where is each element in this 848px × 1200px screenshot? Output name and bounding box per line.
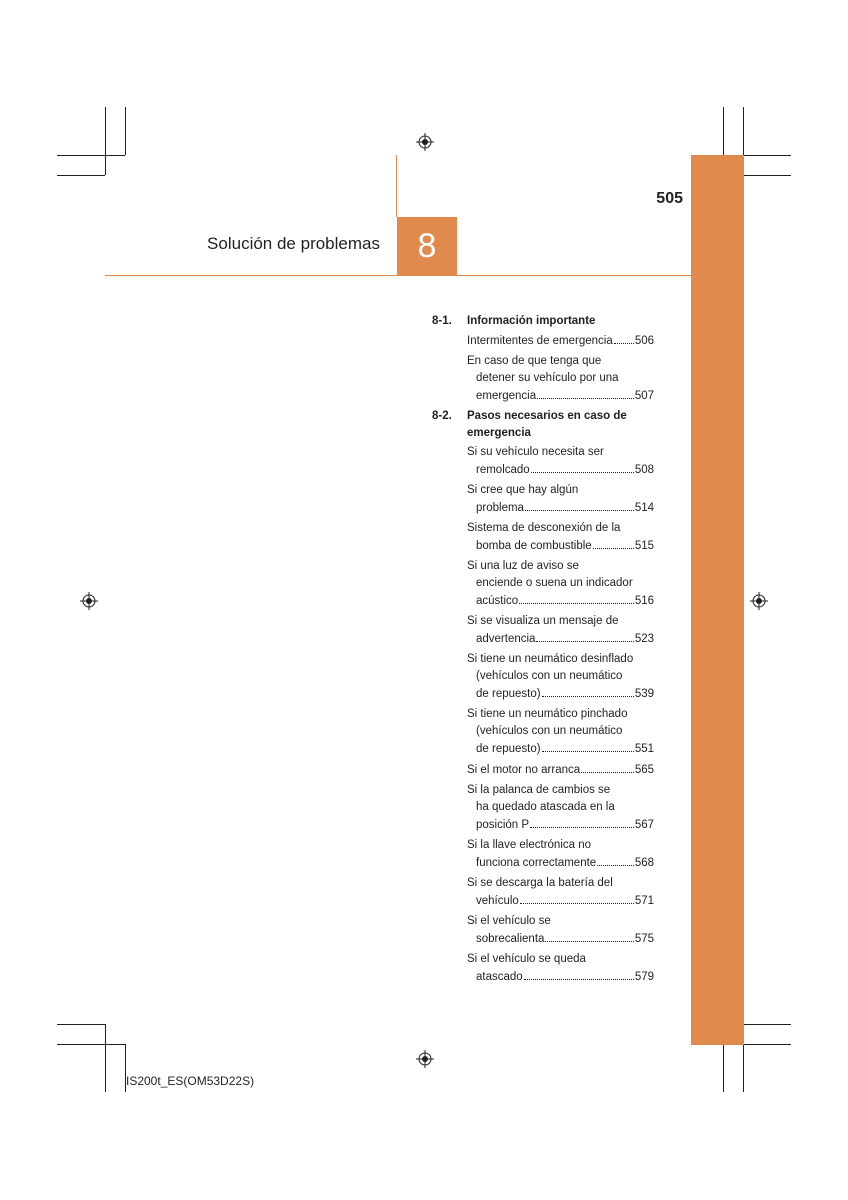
toc-entry-text: Si cree que hay algún (467, 484, 579, 496)
toc-section-number: 8-2. (432, 410, 452, 422)
toc-entry-text: Si su vehículo necesita ser (467, 446, 604, 458)
toc-entry-text: (vehículos con un neumático (476, 670, 623, 682)
registration-mark-icon (416, 133, 434, 151)
toc-entry-text: remolcado (476, 464, 530, 476)
dot-leader (531, 461, 634, 473)
toc-page-number: 508 (634, 464, 654, 476)
toc-entry-text: Si la llave electrónica no (467, 839, 592, 851)
toc-entry[interactable] (467, 444, 654, 479)
dot-leader (520, 892, 634, 904)
toc-page-number: 523 (634, 633, 654, 645)
dot-leader (614, 332, 634, 344)
toc-entry-text: Si la palanca de cambios se (467, 784, 611, 796)
toc-entry-text: vehículo (476, 895, 519, 907)
toc-entry-text: sobrecalienta (476, 933, 545, 945)
toc-entry-text: Si tiene un neumático pinchado (467, 708, 628, 720)
toc-entry[interactable] (467, 837, 654, 872)
toc-entry-text: ha quedado atascada en la (476, 801, 615, 813)
dot-leader (536, 630, 633, 642)
crop-mark (723, 107, 724, 155)
toc-entry-text: problema (476, 502, 524, 514)
toc-entry-text: bomba de combustible (476, 540, 592, 552)
toc-entry-text: atascado (476, 971, 523, 983)
toc-entry[interactable] (467, 706, 654, 758)
toc-page-number: 506 (634, 335, 654, 347)
footer-code: IS200t_ES(OM53D22S) (126, 1074, 255, 1088)
toc-section-title: Información importante (467, 315, 596, 327)
toc-entry-text: acústico (476, 595, 519, 607)
toc-page-number: 571 (634, 895, 654, 907)
crop-mark (57, 1024, 105, 1025)
toc-page-number: 515 (634, 540, 654, 552)
crop-mark (57, 1044, 125, 1045)
toc-page-number: 539 (634, 688, 654, 700)
toc-entry-text: de repuesto) (476, 688, 541, 700)
toc-page-number: 514 (634, 502, 654, 514)
chapter-side-tab (691, 155, 744, 1045)
table-of-contents (432, 313, 654, 989)
toc-entry-text: Si se descarga la batería del (467, 877, 613, 889)
toc-entry-text: Si tiene un neumático desinflado (467, 653, 634, 665)
dot-leader (530, 816, 634, 828)
toc-entry-text: Si el motor no arranca (467, 764, 581, 776)
header-vertical-rule (396, 155, 397, 217)
toc-page-number: 568 (634, 857, 654, 869)
crop-mark (57, 175, 105, 176)
toc-entry[interactable] (467, 913, 654, 948)
toc-section-heading[interactable] (432, 408, 654, 442)
dot-leader (542, 685, 634, 697)
toc-page-number: 507 (634, 390, 654, 402)
toc-entry-text: (vehículos con un neumático (476, 725, 623, 737)
registration-mark-icon (80, 592, 98, 610)
toc-entry-text: detener su vehículo por una (476, 372, 619, 384)
crop-mark (105, 107, 106, 175)
crop-mark (125, 107, 126, 155)
toc-entry[interactable] (467, 332, 654, 350)
toc-entry-text: de repuesto) (476, 743, 541, 755)
toc-section-title: Pasos necesarios en caso de emergencia (467, 410, 627, 439)
crop-mark (105, 1024, 106, 1092)
toc-entry[interactable] (467, 353, 654, 405)
toc-entry-text: emergencia (476, 390, 537, 402)
dot-leader (525, 499, 634, 511)
toc-page-number: 579 (634, 971, 654, 983)
toc-entry[interactable] (467, 558, 654, 610)
toc-section-heading[interactable] (432, 313, 654, 330)
registration-mark-icon (416, 1050, 434, 1068)
toc-page-number: 565 (634, 764, 654, 776)
dot-leader (545, 930, 633, 942)
toc-entry-text: advertencia (476, 633, 536, 645)
toc-entry-text: Si una luz de aviso se (467, 560, 579, 572)
toc-entry-text: Sistema de desconexión de la (467, 522, 621, 534)
crop-mark (723, 1044, 724, 1092)
toc-entry[interactable] (467, 761, 654, 779)
toc-entry-text: En caso de que tenga que (467, 355, 602, 367)
toc-entry-text: Intermitentes de emergencia (467, 335, 613, 347)
dot-leader (593, 537, 634, 549)
chapter-number-badge: 8 (397, 217, 457, 276)
dot-leader (537, 387, 634, 399)
crop-mark (744, 1024, 791, 1025)
dot-leader (524, 968, 634, 980)
toc-entry[interactable] (467, 613, 654, 648)
toc-section-number: 8-1. (432, 315, 452, 327)
toc-entry[interactable] (467, 951, 654, 986)
dot-leader (519, 592, 634, 604)
chapter-title: Solución de problemas (207, 234, 380, 253)
page-number: 505 (656, 190, 683, 207)
toc-entry[interactable] (467, 651, 654, 703)
toc-page-number: 516 (634, 595, 654, 607)
toc-page-number: 551 (634, 743, 654, 755)
toc-entry-text: Si el vehículo se queda (467, 953, 586, 965)
dot-leader (581, 761, 634, 773)
crop-mark (744, 175, 791, 176)
toc-entry[interactable] (467, 482, 654, 517)
toc-entry[interactable] (467, 875, 654, 910)
toc-entry-text: enciende o suena un indicador (476, 577, 633, 589)
toc-page-number: 575 (634, 933, 654, 945)
toc-entry[interactable] (467, 782, 654, 834)
dot-leader (597, 854, 634, 866)
toc-page-number: 567 (634, 819, 654, 831)
registration-mark-icon (750, 592, 768, 610)
toc-entry-text: Si se visualiza un mensaje de (467, 615, 619, 627)
dot-leader (542, 740, 634, 752)
toc-entry-text: funciona correctamente (476, 857, 597, 869)
toc-entry[interactable] (467, 520, 654, 555)
toc-entry-text: Si el vehículo se (467, 915, 551, 927)
toc-entry-text: posición P (476, 819, 530, 831)
crop-mark (57, 155, 125, 156)
